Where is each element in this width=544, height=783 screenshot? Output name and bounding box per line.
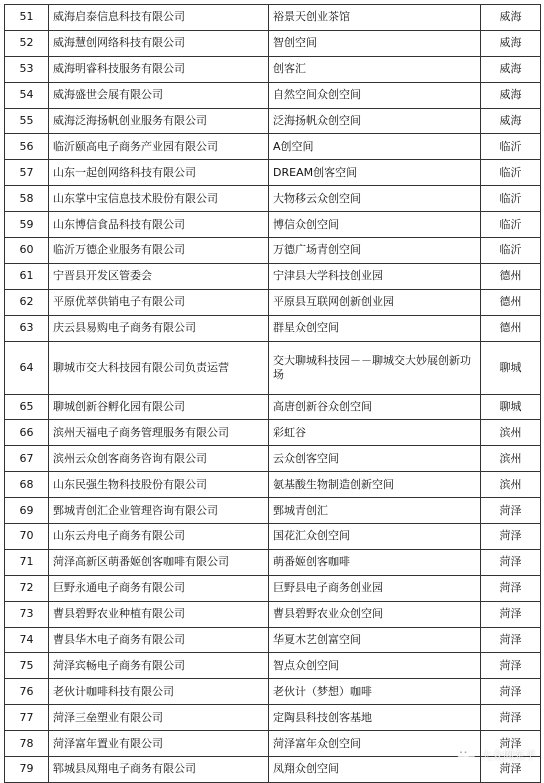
city-cell: 聊城 — [481, 341, 541, 394]
company-name-cell: 山东一起创网络科技有限公司 — [49, 160, 269, 186]
city-cell: 临沂 — [481, 186, 541, 212]
watermark-text: 大众网东平 — [481, 749, 536, 762]
table-row — [5, 30, 541, 56]
row-number-cell: 54 — [5, 82, 49, 108]
table-row — [5, 705, 541, 731]
row-number-cell: 58 — [5, 186, 49, 212]
row-number-cell: 52 — [5, 30, 49, 56]
company-name-cell: 临沂万德企业服务有限公司 — [49, 238, 269, 264]
row-number-cell: 61 — [5, 263, 49, 289]
city-cell: 菏泽 — [481, 679, 541, 705]
space-name-cell: 博信众创空间 — [269, 212, 481, 238]
city-cell: 威海 — [481, 82, 541, 108]
table-row — [5, 679, 541, 705]
row-number-cell: 64 — [5, 341, 49, 394]
table-row — [5, 420, 541, 446]
city-cell: 聊城 — [481, 394, 541, 420]
row-number-cell: 55 — [5, 108, 49, 134]
space-name-cell: 华夏木艺创富空间 — [269, 627, 481, 653]
company-name-cell: 滨州云众创客商务咨询有限公司 — [49, 446, 269, 472]
space-name-cell: 鄄城青创汇 — [269, 498, 481, 524]
row-number-cell: 66 — [5, 420, 49, 446]
city-cell: 德州 — [481, 263, 541, 289]
company-name-cell: 菏泽高新区萌番姬创客咖啡有限公司 — [49, 549, 269, 575]
row-number-cell: 56 — [5, 134, 49, 160]
space-name-cell: 群星众创空间 — [269, 315, 481, 341]
row-number-cell: 71 — [5, 549, 49, 575]
row-number-cell: 75 — [5, 653, 49, 679]
city-cell: 威海 — [481, 108, 541, 134]
city-cell: 德州 — [481, 289, 541, 315]
company-name-cell: 平原优萃供销电子有限公司 — [49, 289, 269, 315]
space-name-cell: 宁津县大学科技创业园 — [269, 263, 481, 289]
row-number-cell: 60 — [5, 238, 49, 264]
company-name-cell: 聊城市交大科技园有限公司负责运营 — [49, 341, 269, 394]
city-cell: 菏泽 — [481, 601, 541, 627]
table-row — [5, 627, 541, 653]
row-number-cell: 68 — [5, 472, 49, 498]
table-row — [5, 315, 541, 341]
table-row — [5, 212, 541, 238]
table-body — [5, 5, 541, 783]
table-row — [5, 160, 541, 186]
city-cell: 菏泽 — [481, 498, 541, 524]
city-cell: 威海 — [481, 30, 541, 56]
company-name-cell: 滨州天福电子商务管理服务有限公司 — [49, 420, 269, 446]
space-name-cell: 智创空间 — [269, 30, 481, 56]
table-row — [5, 575, 541, 601]
company-name-cell: 临沂颐高电子商务产业园有限公司 — [49, 134, 269, 160]
row-number-cell: 53 — [5, 56, 49, 82]
space-name-cell: 萌番姬创客咖啡 — [269, 549, 481, 575]
row-number-cell: 79 — [5, 757, 49, 783]
table-row — [5, 186, 541, 212]
row-number-cell: 57 — [5, 160, 49, 186]
space-name-cell: 老伙计（梦想）咖啡 — [269, 679, 481, 705]
city-cell: 菏泽 — [481, 653, 541, 679]
company-name-cell: 威海启泰信息科技有限公司 — [49, 5, 269, 31]
space-name-cell: 巨野县电子商务创业园 — [269, 575, 481, 601]
space-name-cell: 凤翔众创空间 — [269, 757, 481, 783]
city-cell: 威海 — [481, 56, 541, 82]
space-name-cell: 泛海扬帆众创空间 — [269, 108, 481, 134]
city-cell: 德州 — [481, 315, 541, 341]
company-name-cell: 山东博信食品科技有限公司 — [49, 212, 269, 238]
space-name-cell: 大物移云众创空间 — [269, 186, 481, 212]
space-name-cell: 平原县互联网创新创业园 — [269, 289, 481, 315]
table-row — [5, 498, 541, 524]
company-name-cell: 威海泛海扬帆创业服务有限公司 — [49, 108, 269, 134]
row-number-cell: 65 — [5, 394, 49, 420]
city-cell: 菏泽 — [481, 627, 541, 653]
table-row — [5, 601, 541, 627]
row-number-cell: 77 — [5, 705, 49, 731]
city-cell: 菏泽 — [481, 549, 541, 575]
table-row — [5, 472, 541, 498]
city-cell: 菏泽 — [481, 731, 541, 757]
company-name-cell: 菏泽三垒塑业有限公司 — [49, 705, 269, 731]
space-name-cell: 云众创客空间 — [269, 446, 481, 472]
company-name-cell: 聊城创新谷孵化园有限公司 — [49, 394, 269, 420]
table-row — [5, 394, 541, 420]
row-number-cell: 73 — [5, 601, 49, 627]
company-name-cell: 巨野永通电子商务有限公司 — [49, 575, 269, 601]
table-row — [5, 524, 541, 550]
space-name-cell: DREAM创客空间 — [269, 160, 481, 186]
table-row — [5, 341, 541, 394]
space-name-cell: 高唐创新谷众创空间 — [269, 394, 481, 420]
company-name-cell: 威海慧创网络科技有限公司 — [49, 30, 269, 56]
city-cell: 滨州 — [481, 472, 541, 498]
city-cell: 威海 — [481, 5, 541, 31]
watermark — [455, 744, 536, 766]
city-cell: 菏泽 — [481, 705, 541, 731]
company-name-cell: 曹县碧野农业种植有限公司 — [49, 601, 269, 627]
row-number-cell: 76 — [5, 679, 49, 705]
company-name-cell: 威海盛世会展有限公司 — [49, 82, 269, 108]
space-name-cell: 国花汇众创空间 — [269, 524, 481, 550]
company-name-cell: 山东掌中宝信息技术股份有限公司 — [49, 186, 269, 212]
table-row — [5, 549, 541, 575]
table-row — [5, 289, 541, 315]
table-row — [5, 134, 541, 160]
row-number-cell: 59 — [5, 212, 49, 238]
space-name-cell: 氨基酸生物制造创新空间 — [269, 472, 481, 498]
row-number-cell: 67 — [5, 446, 49, 472]
space-name-cell: A创空间 — [269, 134, 481, 160]
space-name-cell: 自然空间众创空间 — [269, 82, 481, 108]
space-name-cell: 交大聊城科技园－－聊城交大妙展创新功场 — [269, 341, 481, 394]
maker-space-table — [4, 4, 541, 783]
company-name-cell: 山东云舟电子商务有限公司 — [49, 524, 269, 550]
city-cell: 菏泽 — [481, 575, 541, 601]
company-name-cell: 山东民强生物科技股份有限公司 — [49, 472, 269, 498]
space-name-cell: 菏泽富年众创空间 — [269, 731, 481, 757]
row-number-cell: 74 — [5, 627, 49, 653]
wechat-icon — [455, 744, 477, 766]
company-name-cell: 菏泽富年置业有限公司 — [49, 731, 269, 757]
city-cell: 临沂 — [481, 134, 541, 160]
table-row — [5, 238, 541, 264]
city-cell: 菏泽 — [481, 524, 541, 550]
row-number-cell: 69 — [5, 498, 49, 524]
space-name-cell: 万德广场青创空间 — [269, 238, 481, 264]
table-row — [5, 5, 541, 31]
space-name-cell: 定陶县科技创客基地 — [269, 705, 481, 731]
space-name-cell: 曹县碧野农业众创空间 — [269, 601, 481, 627]
space-name-cell: 彩虹谷 — [269, 420, 481, 446]
row-number-cell: 51 — [5, 5, 49, 31]
company-name-cell: 宁晋县开发区管委会 — [49, 263, 269, 289]
space-name-cell: 裕景天创业茶馆 — [269, 5, 481, 31]
row-number-cell: 72 — [5, 575, 49, 601]
table-row — [5, 82, 541, 108]
row-number-cell: 63 — [5, 315, 49, 341]
table-row — [5, 653, 541, 679]
company-name-cell: 威海明睿科技服务有限公司 — [49, 56, 269, 82]
city-cell: 临沂 — [481, 160, 541, 186]
table-row — [5, 263, 541, 289]
city-cell: 滨州 — [481, 420, 541, 446]
company-name-cell: 鄄城青创汇企业管理咨询有限公司 — [49, 498, 269, 524]
space-name-cell: 智点众创空间 — [269, 653, 481, 679]
table-row — [5, 446, 541, 472]
city-cell: 临沂 — [481, 212, 541, 238]
table-row — [5, 108, 541, 134]
row-number-cell: 62 — [5, 289, 49, 315]
row-number-cell: 78 — [5, 731, 49, 757]
company-name-cell: 老伙计咖啡科技有限公司 — [49, 679, 269, 705]
company-name-cell: 菏泽宾畅电子商务有限公司 — [49, 653, 269, 679]
table-row — [5, 56, 541, 82]
city-cell: 临沂 — [481, 238, 541, 264]
row-number-cell: 70 — [5, 524, 49, 550]
company-name-cell: 曹县华木电子商务有限公司 — [49, 627, 269, 653]
company-name-cell: 庆云县易购电子商务有限公司 — [49, 315, 269, 341]
city-cell: 滨州 — [481, 446, 541, 472]
city-cell: 菏泽 — [481, 757, 541, 783]
company-name-cell: 郓城县凤翔电子商务有限公司 — [49, 757, 269, 783]
space-name-cell: 创客汇 — [269, 56, 481, 82]
